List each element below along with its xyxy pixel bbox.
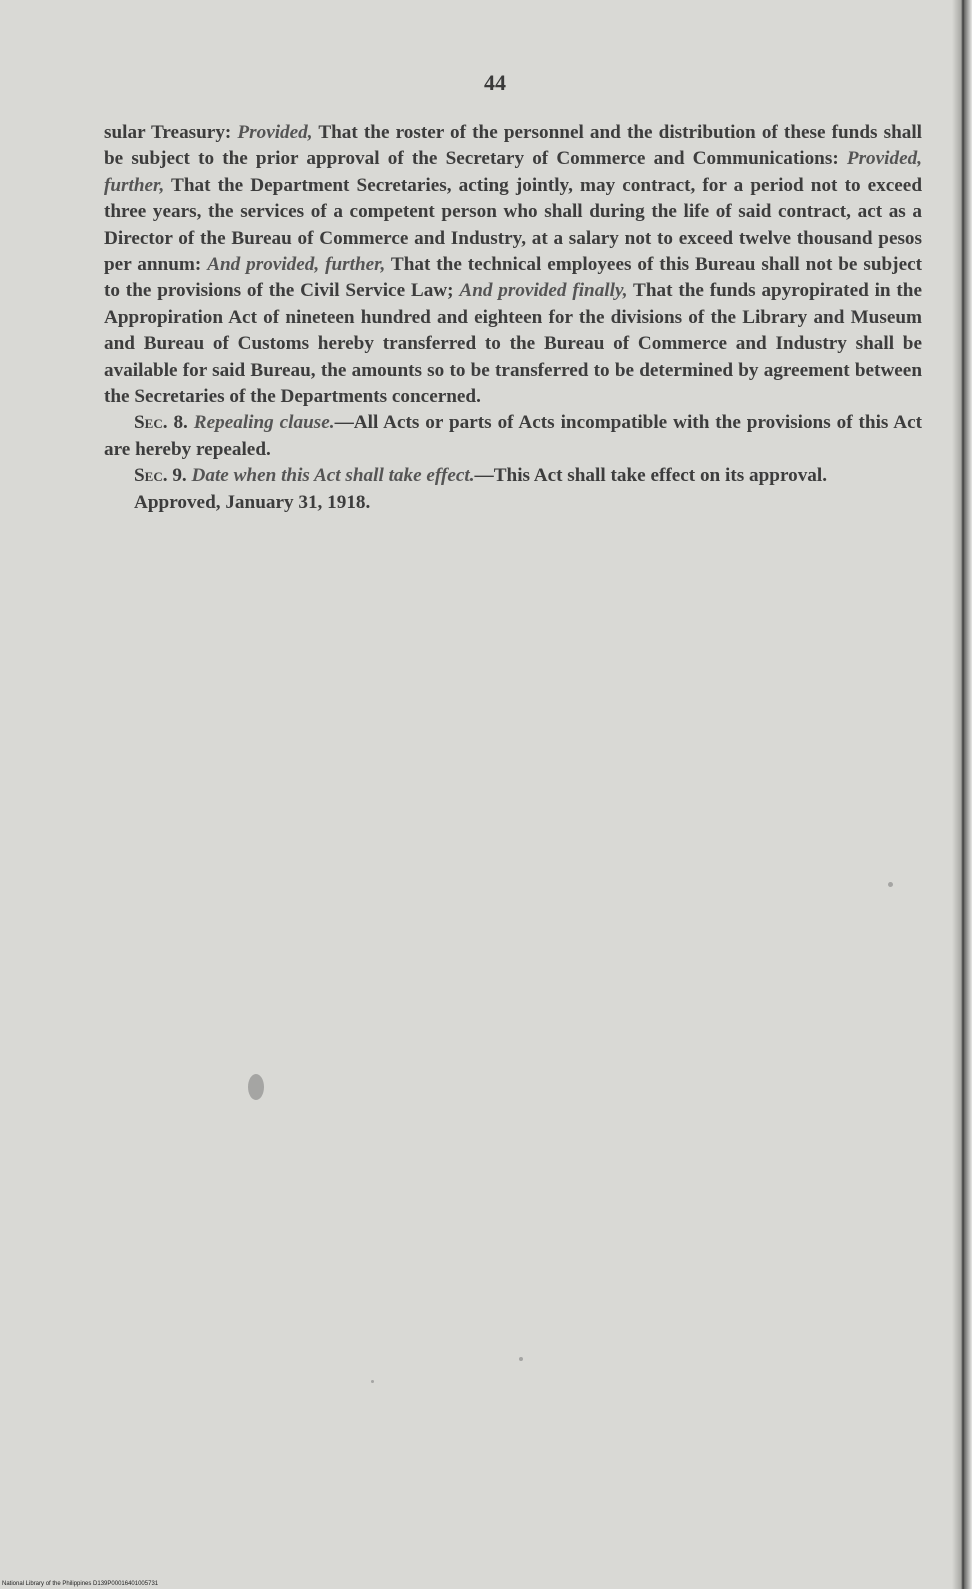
section-text: —All Acts or parts of Acts incompatible with the provisions of this Act are hereby repealed. <box>104 412 923 460</box>
section-text: —This Act shall take effect on its approval. <box>474 465 828 487</box>
text-segment: That the roster of the personnel and the distribution of these funds shall be subject to the prior approval of the Secretary of Commerce and Communications: <box>104 122 922 170</box>
section-number: Sec. 8. <box>134 412 188 434</box>
text-segment: That the Department Secretaries, acting jointly, may contract, for a period not to exceed three years, the services of a competent person who shall during the life of said contract, act as a Director of the Bureau of Commerce and Industry, at a salary not to exceed twelve thousand pesos per annum: <box>104 174 922 276</box>
paper-stain <box>248 1074 264 1100</box>
approval-date: Approved, January 31, 1918. <box>134 491 371 513</box>
text-segment: That the funds apyropirated in the Appropiration Act of nineteen hundred and eighteen for the divisions of the Library and Museum and Bureau of Customs hereby transferred to the Bureau of Commerce and Industry shall be available for said Bureau, the amounts so to be transferred to be determined by agreement between the Secretaries of the Departments concerned. <box>104 280 922 408</box>
section-8-paragraph <box>104 410 922 463</box>
section-title: Repealing clause. <box>193 412 335 434</box>
paragraph-provisions <box>104 120 922 410</box>
text-segment: That the technical employees of this Bureau shall not be subject to the provisions of the Civil Service Law; <box>104 254 922 302</box>
paper-speck <box>519 1357 523 1361</box>
paper-speck <box>888 882 893 887</box>
italic-provided-further: Provided, further, <box>104 148 922 196</box>
page-number: 44 <box>484 70 506 95</box>
paper-speck <box>371 1380 374 1383</box>
footer-credit: National Library of the Philippines D139P00016401005731 <box>2 1581 159 1587</box>
section-9-paragraph <box>104 463 922 489</box>
italic-and-provided-further: And provided, further, <box>207 254 386 276</box>
text-segment: sular Treasury: <box>104 122 238 143</box>
italic-provided: Provided, <box>237 122 313 143</box>
section-title: Date when this Act shall take effect. <box>191 465 475 487</box>
section-number: Sec. 9. <box>134 465 187 487</box>
page-binding-edge <box>952 0 972 1589</box>
body-text <box>104 120 922 516</box>
italic-and-provided-finally: And provided finally, <box>459 280 628 302</box>
